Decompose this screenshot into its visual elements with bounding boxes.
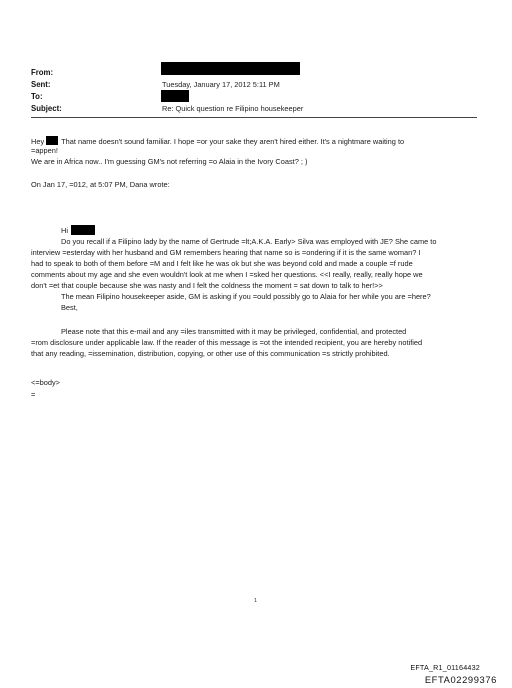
subject-label: Subject: [31, 104, 62, 113]
reply-line-3: We are in Africa now.. I'm guessing GM's not referring =o Alaia in the Ivory Coast? ; ) [31, 157, 308, 166]
subject-value: Re: Quick question re Filipino housekeeper [162, 104, 304, 113]
quoted-greeting: Hi [61, 226, 68, 235]
sent-label: Sent: [31, 80, 51, 89]
body-tag-artifact: <=body> [31, 378, 60, 387]
quoted-line: had to speak to both of them before =M and I felt like he was ok but she was beyond cold and made a couple =f rude [31, 259, 413, 268]
quoted-greeting-line [61, 225, 95, 236]
bates-number-large: EFTA02299376 [424, 674, 497, 685]
reply-line-1 [31, 136, 404, 147]
sent-value: Tuesday, January 17, 2012 5:11 PM [162, 80, 280, 89]
reply-greeting: Hey [31, 137, 45, 146]
reply-text: That name doesn't sound familiar. I hope =or your sake they aren't hired either. It's a nightmare waiting to [61, 137, 405, 146]
quoted-signoff: Best, [61, 303, 78, 312]
header-divider [31, 117, 477, 118]
from-redaction [161, 62, 300, 75]
name-redaction [46, 136, 58, 145]
disclaimer-line: Please note that this e-mail and any =iles transmitted with it may be privileged, confidential, and protected [61, 327, 407, 336]
quoted-line: comments about my age and she even wouldn't look at me when I =sked her questions. <<I really, really, really hope we [31, 270, 423, 279]
bates-number-small: EFTA_R1_01164432 [410, 663, 480, 672]
quote-intro: On Jan 17, =012, at 5:07 PM, Dana wrote: [31, 180, 170, 189]
quoted-line: don't =et that couple because she was nasty and I felt the coldness the moment = sat down to talk to her!>> [31, 281, 383, 290]
greeting-name-redaction [71, 225, 95, 235]
disclaimer-line: that any reading, =issemination, distribution, copying, or other use of this communication =s strictly prohibited. [31, 349, 390, 358]
from-label: From: [31, 68, 54, 77]
to-redaction [161, 90, 189, 102]
to-label: To: [31, 92, 43, 101]
page-number: 1 [254, 598, 258, 604]
equals-artifact: = [31, 390, 36, 399]
disclaimer-line: =rom disclosure under applicable law. If the reader of this message is =ot the intended recipient, you are hereby notified [31, 338, 423, 347]
reply-line-2: =appen! [31, 146, 58, 155]
quoted-line: interview =esterday with her husband and GM remembers hearing that name so is =ondering if it is the same woman? I [31, 248, 421, 257]
quoted-aside: The mean Filipino housekeeper aside, GM is asking if you =ould possibly go to Alaia for her while you are =here? [61, 292, 431, 301]
quoted-line: Do you recall if a Filipino lady by the name of Gertrude =lt;A.K.A. Early> Silva was employed with JE? She came to [61, 237, 437, 246]
